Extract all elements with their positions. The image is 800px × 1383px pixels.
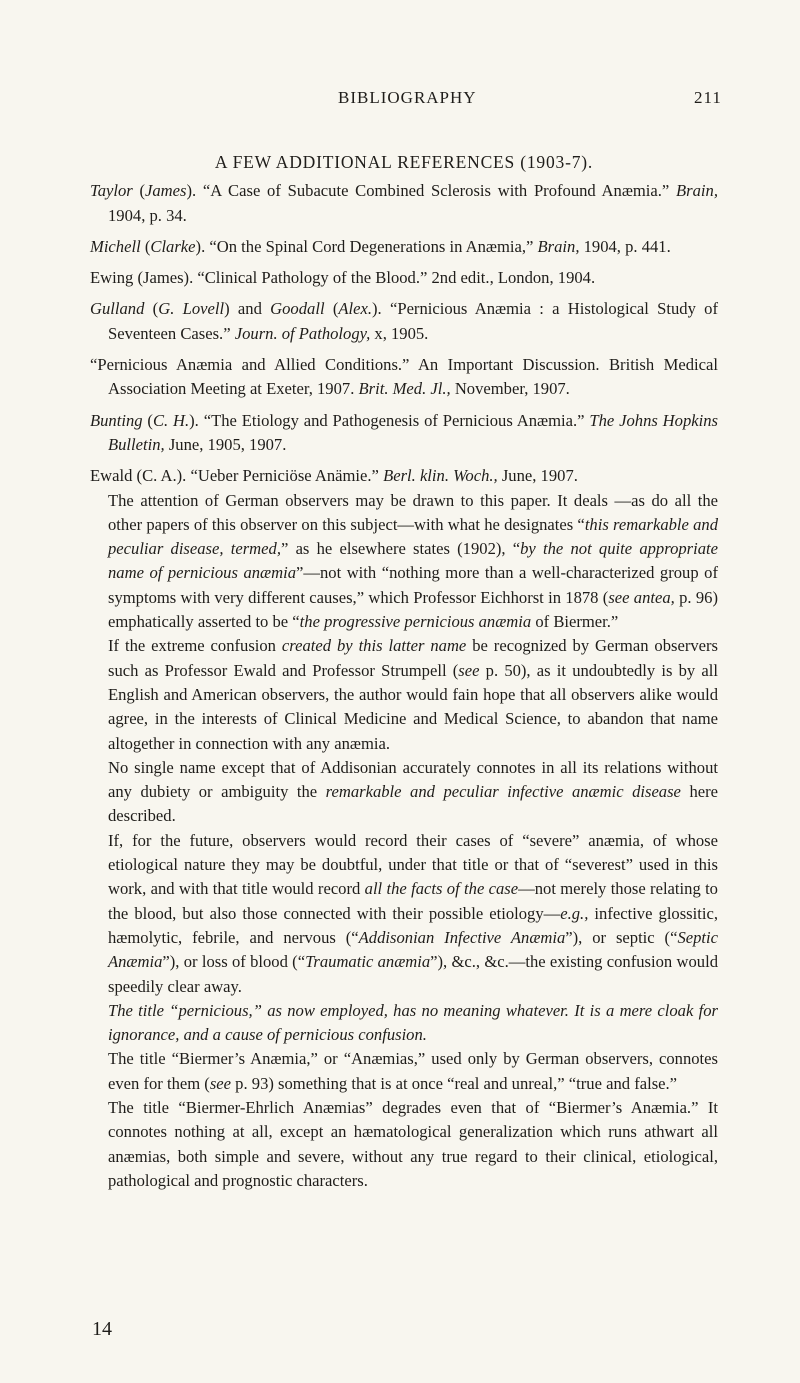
section-title: A FEW ADDITIONAL REFERENCES (1903-7).	[214, 152, 594, 172]
italic-text: see antea,	[608, 587, 675, 607]
text: ”), &c., &c.—the existing confusion would speedily clear away.	[108, 952, 718, 996]
ref-author-first: James	[145, 181, 187, 201]
reference-michell: Michell (Clarke). “On the Spinal Cord Degenerations in Anæmia,” Brain, 1904, p. 441.	[90, 236, 671, 256]
text: The title “Biermer-Ehrlich Anæmias” degrades even that of “Biermer’s Anæmia.” It connotes nothing at all, except an hæmatological generalization which runs athwart all anæmias, both simple and severe, without any true regard to their clinical, etiological, pathological and prognostic characters.	[108, 1097, 718, 1190]
italic-text: Traumatic anæmia	[305, 952, 431, 972]
text: of Biermer.”	[531, 612, 619, 632]
ref-author: Bunting	[90, 410, 143, 430]
commentary-paragraph	[90, 829, 718, 999]
commentary-paragraph	[90, 999, 718, 1048]
ref-author-first: Clarke	[150, 236, 196, 256]
ref-author-first: G. Lovell	[158, 299, 225, 319]
ref-journal: Brit. Med. Jl.,	[358, 379, 451, 399]
ref-tail: 1904, p. 34.	[108, 205, 187, 225]
ref-title: “On the Spinal Cord Degenerations in Anæmia,”	[209, 236, 534, 256]
italic-text: created by this latter name	[281, 636, 467, 656]
ref-title: “Pernicious Anæmia : a Histological Study of Seventeen Cases.”	[108, 299, 718, 343]
text: p. 93) something that is at once “real and unreal,” “true and false.”	[231, 1073, 678, 1093]
ref-journal: The Johns Hopkins Bulletin,	[108, 410, 718, 454]
ref-journal: Berl. klin. Woch.,	[383, 466, 498, 486]
text: —not merely those relating to the blood, but also those connected with their possible etiology—	[108, 879, 718, 923]
ref-author: Gulland	[90, 299, 145, 319]
ref-title: “A Case of Subacute Combined Sclerosis with Profound Anæmia.”	[202, 181, 670, 201]
italic-text: see	[209, 1073, 232, 1093]
text: be recognized by German observers such as Professor Ewald and Professor Strumpell (	[108, 636, 718, 680]
ref-journal: Brain,	[676, 181, 718, 201]
ref-author: Michell	[90, 236, 141, 256]
text: The title “Biermer’s Anæmia,” or “Anæmias,” used only by German observers, connotes even for them (	[108, 1049, 718, 1093]
page-content	[90, 150, 718, 1193]
italic-text: the progressive pernicious anæmia	[299, 612, 532, 632]
ref-tail: June, 1905, 1907.	[164, 434, 287, 454]
ref-text: Ewald (C. A.). “Ueber Perniciöse Anämie.”	[90, 466, 379, 486]
reference-taylor: Taylor (James). “A Case of Subacute Combined Sclerosis with Profound Anæmia.” Brain, 1904, p. 34.	[90, 181, 718, 225]
reference-bma-discussion	[90, 353, 718, 402]
text: If the extreme confusion	[108, 636, 282, 656]
text: ” as he elsewhere states (1902), “	[280, 539, 521, 559]
ref-journal: Journ. of Pathology,	[234, 323, 371, 343]
running-head-title: BIBLIOGRAPHY	[338, 88, 477, 107]
italic-text: this remarkable and peculiar disease, termed,	[108, 514, 718, 559]
reference-ewing	[90, 266, 718, 290]
commentary-paragraph	[90, 1047, 718, 1096]
text: No single name except that of Addisonian accurately connotes in all its relations without any dubiety or ambiguity the	[108, 757, 718, 802]
reference-gulland-goodall: Gulland (G. Lovell) and Goodall (Alex.). “Pernicious Anæmia : a Histological Study of Seventeen Cases.” Journ. of Pathology, x, 1905.	[90, 299, 718, 343]
commentary-paragraph	[90, 1096, 718, 1193]
italic-text: by the not quite appropriate name of pernicious anæmia	[108, 539, 718, 583]
reference-bunting: Bunting (C. H.). “The Etiology and Pathogenesis of Pernicious Anæmia.” The Johns Hopkins Bulletin, June, 1905, 1907.	[90, 410, 718, 454]
text: The attention of German observers may be drawn to this paper. It deals —as do all the other papers of this observer on this subject—with what he designates “	[108, 490, 718, 534]
text: here described.	[108, 782, 718, 826]
italic-text: Septic Anæmia	[108, 927, 718, 972]
commentary-paragraph	[90, 489, 718, 635]
text: ”), or septic (“	[565, 927, 678, 947]
commentary-paragraph	[90, 634, 718, 755]
text: If, for the future, observers would record their cases of “severe” anæmia, of whose etiological nature they may be doubtful, under that title or that of “severest” used in this work, and with that title would record	[108, 830, 718, 899]
ref-author: Taylor	[90, 181, 133, 201]
reference-ewald	[90, 464, 718, 488]
ref-title: “The Etiology and Pathogenesis of Pernicious Anæmia.”	[203, 410, 585, 430]
ref-author-2: Goodall	[270, 299, 325, 319]
italic-text: remarkable and peculiar infective anæmic disease	[325, 782, 681, 802]
page-number: 211	[694, 88, 722, 107]
ref-tail: 1904, p. 441.	[579, 236, 671, 256]
commentary-paragraph	[90, 756, 718, 829]
ref-tail: x, 1905.	[370, 323, 429, 343]
ref-author-first: C. H.	[152, 410, 190, 430]
italic-text: all the facts of the case	[364, 879, 519, 899]
italic-text: see	[458, 660, 480, 680]
ref-text: Ewing (James). “Clinical Pathology of the Blood.” 2nd edit., London, 1904.	[90, 268, 596, 288]
italic-text: e.g.,	[560, 903, 589, 923]
text: ”), or loss of blood (“	[162, 952, 306, 972]
ref-text: “Pernicious Anæmia and Allied Conditions.” An Important Discussion. British Medical Association Meeting at Exeter, 1907.	[90, 355, 718, 399]
text: p. 50), as it undoubtedly is by all English and American observers, the author would fain hope that all observers alike would agree, in the interests of Clinical Medicine and Medical Science, to abandon that name altogether in connection with any anæmia.	[108, 660, 718, 753]
text: p. 96) emphatically asserted to be “	[108, 587, 718, 632]
ref-tail: November, 1907.	[450, 379, 570, 399]
italic-text: The title “pernicious,” as now employed, has no meaning whatever. It is a mere cloak for ignorance, and a cause of pernicious confusion.	[108, 1000, 718, 1045]
text: infective glossitic, hæmolytic, febrile, and nervous (“	[108, 903, 718, 947]
ref-journal: Brain,	[537, 236, 580, 256]
ref-author-2-first: Alex.	[338, 299, 373, 319]
text: ”—not with “nothing more than a well-characterized group of symptoms with very different causes,” which Professor Eichhorst in 1878 (	[108, 563, 718, 607]
italic-text: Addisonian Infective Anæmia	[358, 927, 566, 947]
signature-mark: 14	[92, 1318, 112, 1340]
ref-tail: June, 1907.	[497, 466, 578, 486]
